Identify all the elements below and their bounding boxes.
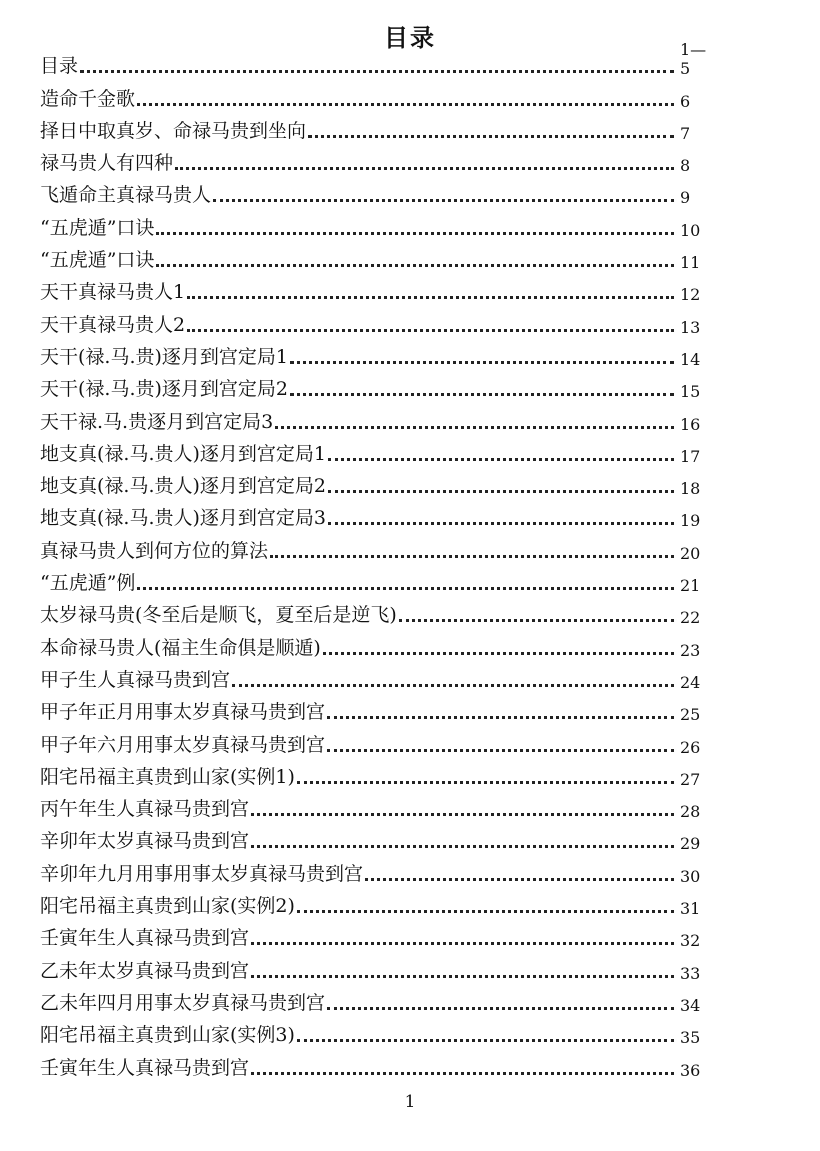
toc-leader-dots [328, 522, 674, 525]
toc-leader-dots [399, 619, 674, 622]
toc-entry-title: 壬寅年生人真禄马贵到宫 [40, 1056, 250, 1079]
toc-leader-dots [251, 845, 674, 848]
toc-entry [40, 373, 712, 405]
toc-entry-page: 7 [680, 123, 691, 143]
toc-entry-title: 阳宅吊福主真贵到山家(实例2) [40, 895, 295, 918]
toc-entry-title: 本命禄马贵人(福主生命俱是顺遁) [40, 636, 321, 659]
toc-entry [40, 40, 712, 82]
toc-leader-dots [297, 781, 674, 784]
toc-entry-title: 天干(禄.马.贵)逐月到宫定局2 [40, 378, 288, 401]
toc-entry-page: 8 [680, 156, 691, 176]
toc-entry-title: 丙午年生人真禄马贵到宫 [40, 798, 250, 821]
toc-entry-page: 17 [680, 446, 701, 466]
toc-entry-page: 25 [680, 705, 701, 725]
toc-entry-title: 乙未年四月用事太岁真禄马贵到宫 [40, 991, 326, 1014]
toc-leader-dots [327, 1007, 674, 1010]
toc-entry-page: 16 [680, 414, 701, 434]
toc-entry-page: 24 [680, 672, 701, 692]
toc-entry-title: 地支真(禄.马.贵人)逐月到宫定局2 [40, 475, 326, 498]
toc-entry [40, 696, 712, 728]
toc-entry [40, 825, 712, 857]
toc-leader-dots [232, 684, 674, 687]
toc-entry-page: 26 [680, 737, 701, 757]
toc-entry [40, 890, 712, 922]
toc-entry-page: 21 [680, 576, 701, 596]
toc-leader-dots [137, 103, 674, 106]
toc-entry-title: 甲子年正月用事太岁真禄马贵到宫 [40, 701, 326, 724]
toc-entry-page: 29 [680, 834, 701, 854]
toc-entry [40, 147, 712, 179]
toc-entry [40, 82, 712, 114]
toc-leader-dots [187, 329, 674, 332]
toc-leader-dots [213, 199, 674, 202]
toc-entry [40, 470, 712, 502]
toc-entry [40, 211, 712, 243]
toc-entry-title: “五虎遁”口诀 [40, 216, 155, 239]
toc-entry-page: 18 [680, 479, 701, 499]
toc-leader-dots [270, 555, 674, 558]
toc-entry [40, 567, 712, 599]
toc-entry [40, 276, 712, 308]
toc-entry-title: 乙未年太岁真禄马贵到宫 [40, 959, 250, 982]
toc-entry-title: 阳宅吊福主真贵到山家(实例1) [40, 765, 295, 788]
toc-entry-title: 真禄马贵人到何方位的算法 [40, 539, 269, 562]
toc-entry [40, 502, 712, 534]
toc-leader-dots [290, 393, 674, 396]
toc-entry [40, 308, 712, 340]
toc-entry-page: 22 [680, 608, 701, 628]
toc-entry [40, 405, 712, 437]
toc-entry-page: 1—5 [680, 40, 707, 79]
toc-leader-dots [323, 652, 674, 655]
toc-entry-page: 27 [680, 769, 701, 789]
toc-entry-page: 13 [680, 317, 701, 337]
toc-entry-page: 36 [680, 1060, 701, 1080]
toc-leader-dots [327, 749, 674, 752]
toc-entry [40, 534, 712, 566]
toc-entry-page: 23 [680, 640, 701, 660]
page-number: 1 [404, 1092, 416, 1112]
toc-entry [40, 793, 712, 825]
toc-entry-title: 阳宅吊福主真贵到山家(实例3) [40, 1024, 295, 1047]
toc-entry-title: 甲子年六月用事太岁真禄马贵到宫 [40, 733, 326, 756]
toc-entry [40, 179, 712, 211]
toc-entry-title: 辛卯年太岁真禄马贵到宫 [40, 830, 250, 853]
table-of-contents [40, 40, 712, 1084]
toc-leader-dots [275, 426, 674, 429]
toc-entry [40, 244, 712, 276]
toc-entry-title: 太岁禄马贵(冬至后是顺飞，夏至后是逆飞) [40, 604, 397, 627]
toc-entry [40, 115, 712, 147]
toc-leader-dots [156, 232, 674, 235]
toc-entry-page: 33 [680, 963, 701, 983]
toc-leader-dots [365, 878, 674, 881]
toc-entry-title: 天干禄.马.贵逐月到宫定局3 [40, 410, 274, 433]
toc-entry [40, 631, 712, 663]
toc-entry [40, 1051, 712, 1083]
toc-entry-page: 20 [680, 543, 701, 563]
toc-leader-dots [328, 490, 674, 493]
toc-entry-title: “五虎遁”口诀 [40, 249, 155, 272]
toc-leader-dots [156, 264, 674, 267]
toc-leader-dots [297, 910, 674, 913]
toc-entry-title: 造命千金歌 [40, 87, 136, 110]
toc-entry-title: “五虎遁”例 [40, 572, 136, 595]
toc-entry-page: 32 [680, 931, 701, 951]
toc-entry-page: 9 [680, 188, 691, 208]
toc-entry-page: 10 [680, 220, 701, 240]
toc-entry-page: 6 [680, 91, 691, 111]
toc-entry-title: 飞遁命主真禄马贵人 [40, 184, 212, 207]
toc-entry-title: 壬寅年生人真禄马贵到宫 [40, 927, 250, 950]
toc-leader-dots [308, 135, 674, 138]
toc-leader-dots [290, 361, 674, 364]
toc-leader-dots [327, 716, 674, 719]
toc-leader-dots [251, 813, 674, 816]
toc-entry-page: 15 [680, 382, 701, 402]
toc-entry [40, 599, 712, 631]
page-title: 目录 [384, 23, 436, 52]
toc-entry [40, 987, 712, 1019]
toc-entry-title: 辛卯年九月用事用事太岁真禄马贵到宫 [40, 862, 364, 885]
toc-entry-title: 天干真禄马贵人2 [40, 313, 186, 336]
toc-leader-dots [251, 975, 674, 978]
toc-entry-page: 12 [680, 285, 701, 305]
toc-entry-page: 30 [680, 866, 701, 886]
toc-entry-title: 天干(禄.马.贵)逐月到宫定局1 [40, 345, 288, 368]
toc-leader-dots [175, 167, 674, 170]
toc-entry [40, 341, 712, 373]
toc-entry [40, 922, 712, 954]
toc-entry-title: 目录 [40, 55, 79, 78]
toc-entry-title: 甲子生人真禄马贵到宫 [40, 668, 231, 691]
toc-leader-dots [251, 1072, 674, 1075]
toc-entry-page: 35 [680, 1028, 701, 1048]
toc-leader-dots [187, 296, 674, 299]
toc-entry-title: 禄马贵人有四种 [40, 152, 174, 175]
toc-entry [40, 664, 712, 696]
toc-leader-dots [297, 1039, 674, 1042]
toc-entry-page: 31 [680, 899, 701, 919]
toc-entry-page: 28 [680, 802, 701, 822]
toc-entry [40, 438, 712, 470]
toc-leader-dots [80, 70, 674, 73]
toc-leader-dots [251, 942, 674, 945]
toc-entry-page: 14 [680, 349, 701, 369]
toc-leader-dots [137, 587, 674, 590]
toc-entry [40, 761, 712, 793]
toc-leader-dots [328, 458, 674, 461]
toc-entry [40, 1019, 712, 1051]
toc-entry-title: 天干真禄马贵人1 [40, 281, 186, 304]
toc-entry-title: 择日中取真岁、命禄马贵到坐向 [40, 119, 307, 142]
toc-entry-page: 19 [680, 511, 701, 531]
toc-entry [40, 954, 712, 986]
toc-entry [40, 728, 712, 760]
toc-entry-title: 地支真(禄.马.贵人)逐月到宫定局1 [40, 442, 326, 465]
toc-entry-page: 34 [680, 995, 701, 1015]
toc-entry-page: 11 [680, 253, 701, 273]
toc-entry-title: 地支真(禄.马.贵人)逐月到宫定局3 [40, 507, 326, 530]
toc-entry [40, 857, 712, 889]
